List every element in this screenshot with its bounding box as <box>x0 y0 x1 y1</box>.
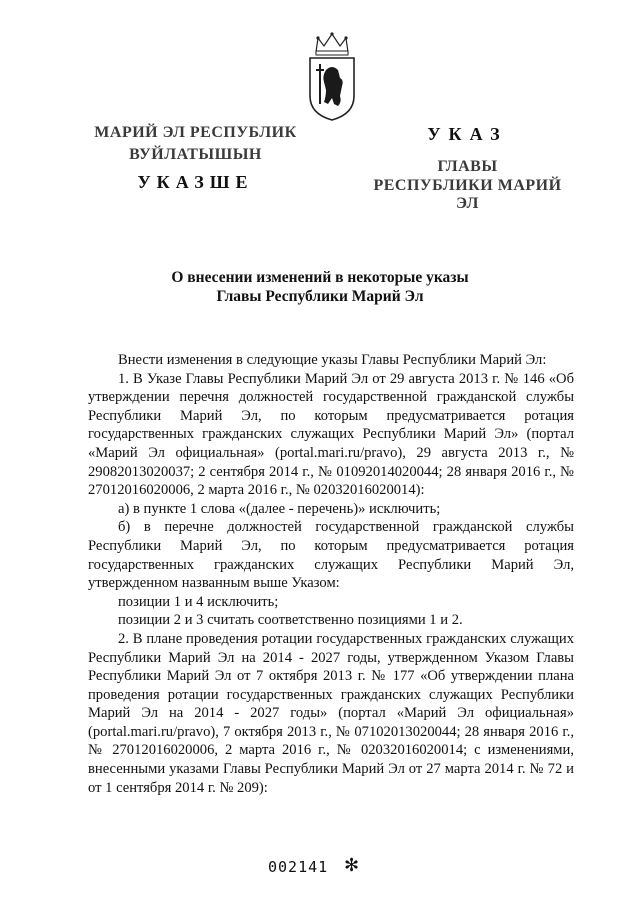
header-right-line2: ГЛАВЫ <box>437 158 498 175</box>
header-left-line2: ВУЙЛАТЫШЫН <box>129 146 262 163</box>
header-left-line1: МАРИЙ ЭЛ РЕСПУБЛИК <box>94 124 297 141</box>
header-right-line3: РЕСПУБЛИКИ МАРИЙ ЭЛ <box>373 177 562 212</box>
coat-of-arms-icon <box>302 30 362 122</box>
paragraph: позиции 1 и 4 исключить; <box>118 593 279 610</box>
paragraph: б) в перечне должностей государственной гражданской службы Республики Марий Эл, по которым предусматривается ротация государственных гражданских служащих Республики Марий Эл, утвержденном названным выше Указом: <box>88 519 574 592</box>
document-title-line1: О внесении изменений в некоторые указы <box>171 269 469 286</box>
paragraph: а) в пункте 1 слова «(далее - перечень)» исключить; <box>118 500 441 517</box>
header-right-title: УКАЗ <box>427 124 508 144</box>
document-serial-number: 002141 <box>268 858 329 876</box>
paragraph: Внести изменения в следующие указы Главы Республики Марий Эл: <box>118 352 547 368</box>
header-left-title: УКАЗШЕ <box>137 172 254 192</box>
paragraph: 1. В Указе Главы Республики Марий Эл от 29 августа 2013 г. № 146 «Об утверждении перечня должностей государственной гражданской службы Республики Марий Эл, по которым предусматривается ротация государственных гражданских служащих Республики Марий Эл» (портал «Марий Эл официальная» (portal.mari.ru/pravo), 29 августа 2013 г., № 29082013020037; 2 сентября 2014 г., № 01092014020044; 28 января 2016 г., № 27012016020006, 2 марта 2016 г., № 02032016020014): <box>88 370 574 499</box>
document-title-line2: Главы Республики Марий Эл <box>216 288 424 305</box>
paragraph: 2. В плане проведения ротации государственных гражданских служащих Республики Марий Эл на 2014 - 2027 годы, утвержденном Указом Главы Республики Марий Эл от 7 октября 2013 г. № 177 «Об утверждении плана проведения ротации государственных гражданских служащих Республики Марий Эл на 2014 - 2027 годы» (портал «Марий Эл официальная» (portal.mari.ru/pravo), 7 октября 2013 г., № 07102013020044; 28 января 2016 г., № 27012016020006, 2 марта 2016 г., № 02032016020014; с изменениями, внесенными указами Главы Республики Марий Эл от 27 марта 2014 г. № 72 и от 1 сентября 2014 г. № 209): <box>88 630 574 796</box>
document-title <box>120 268 520 306</box>
document-body <box>88 351 574 797</box>
paragraph: позиции 2 и 3 считать соответственно позициями 1 и 2. <box>118 612 463 629</box>
asterisk-mark: ✻ <box>344 855 360 875</box>
